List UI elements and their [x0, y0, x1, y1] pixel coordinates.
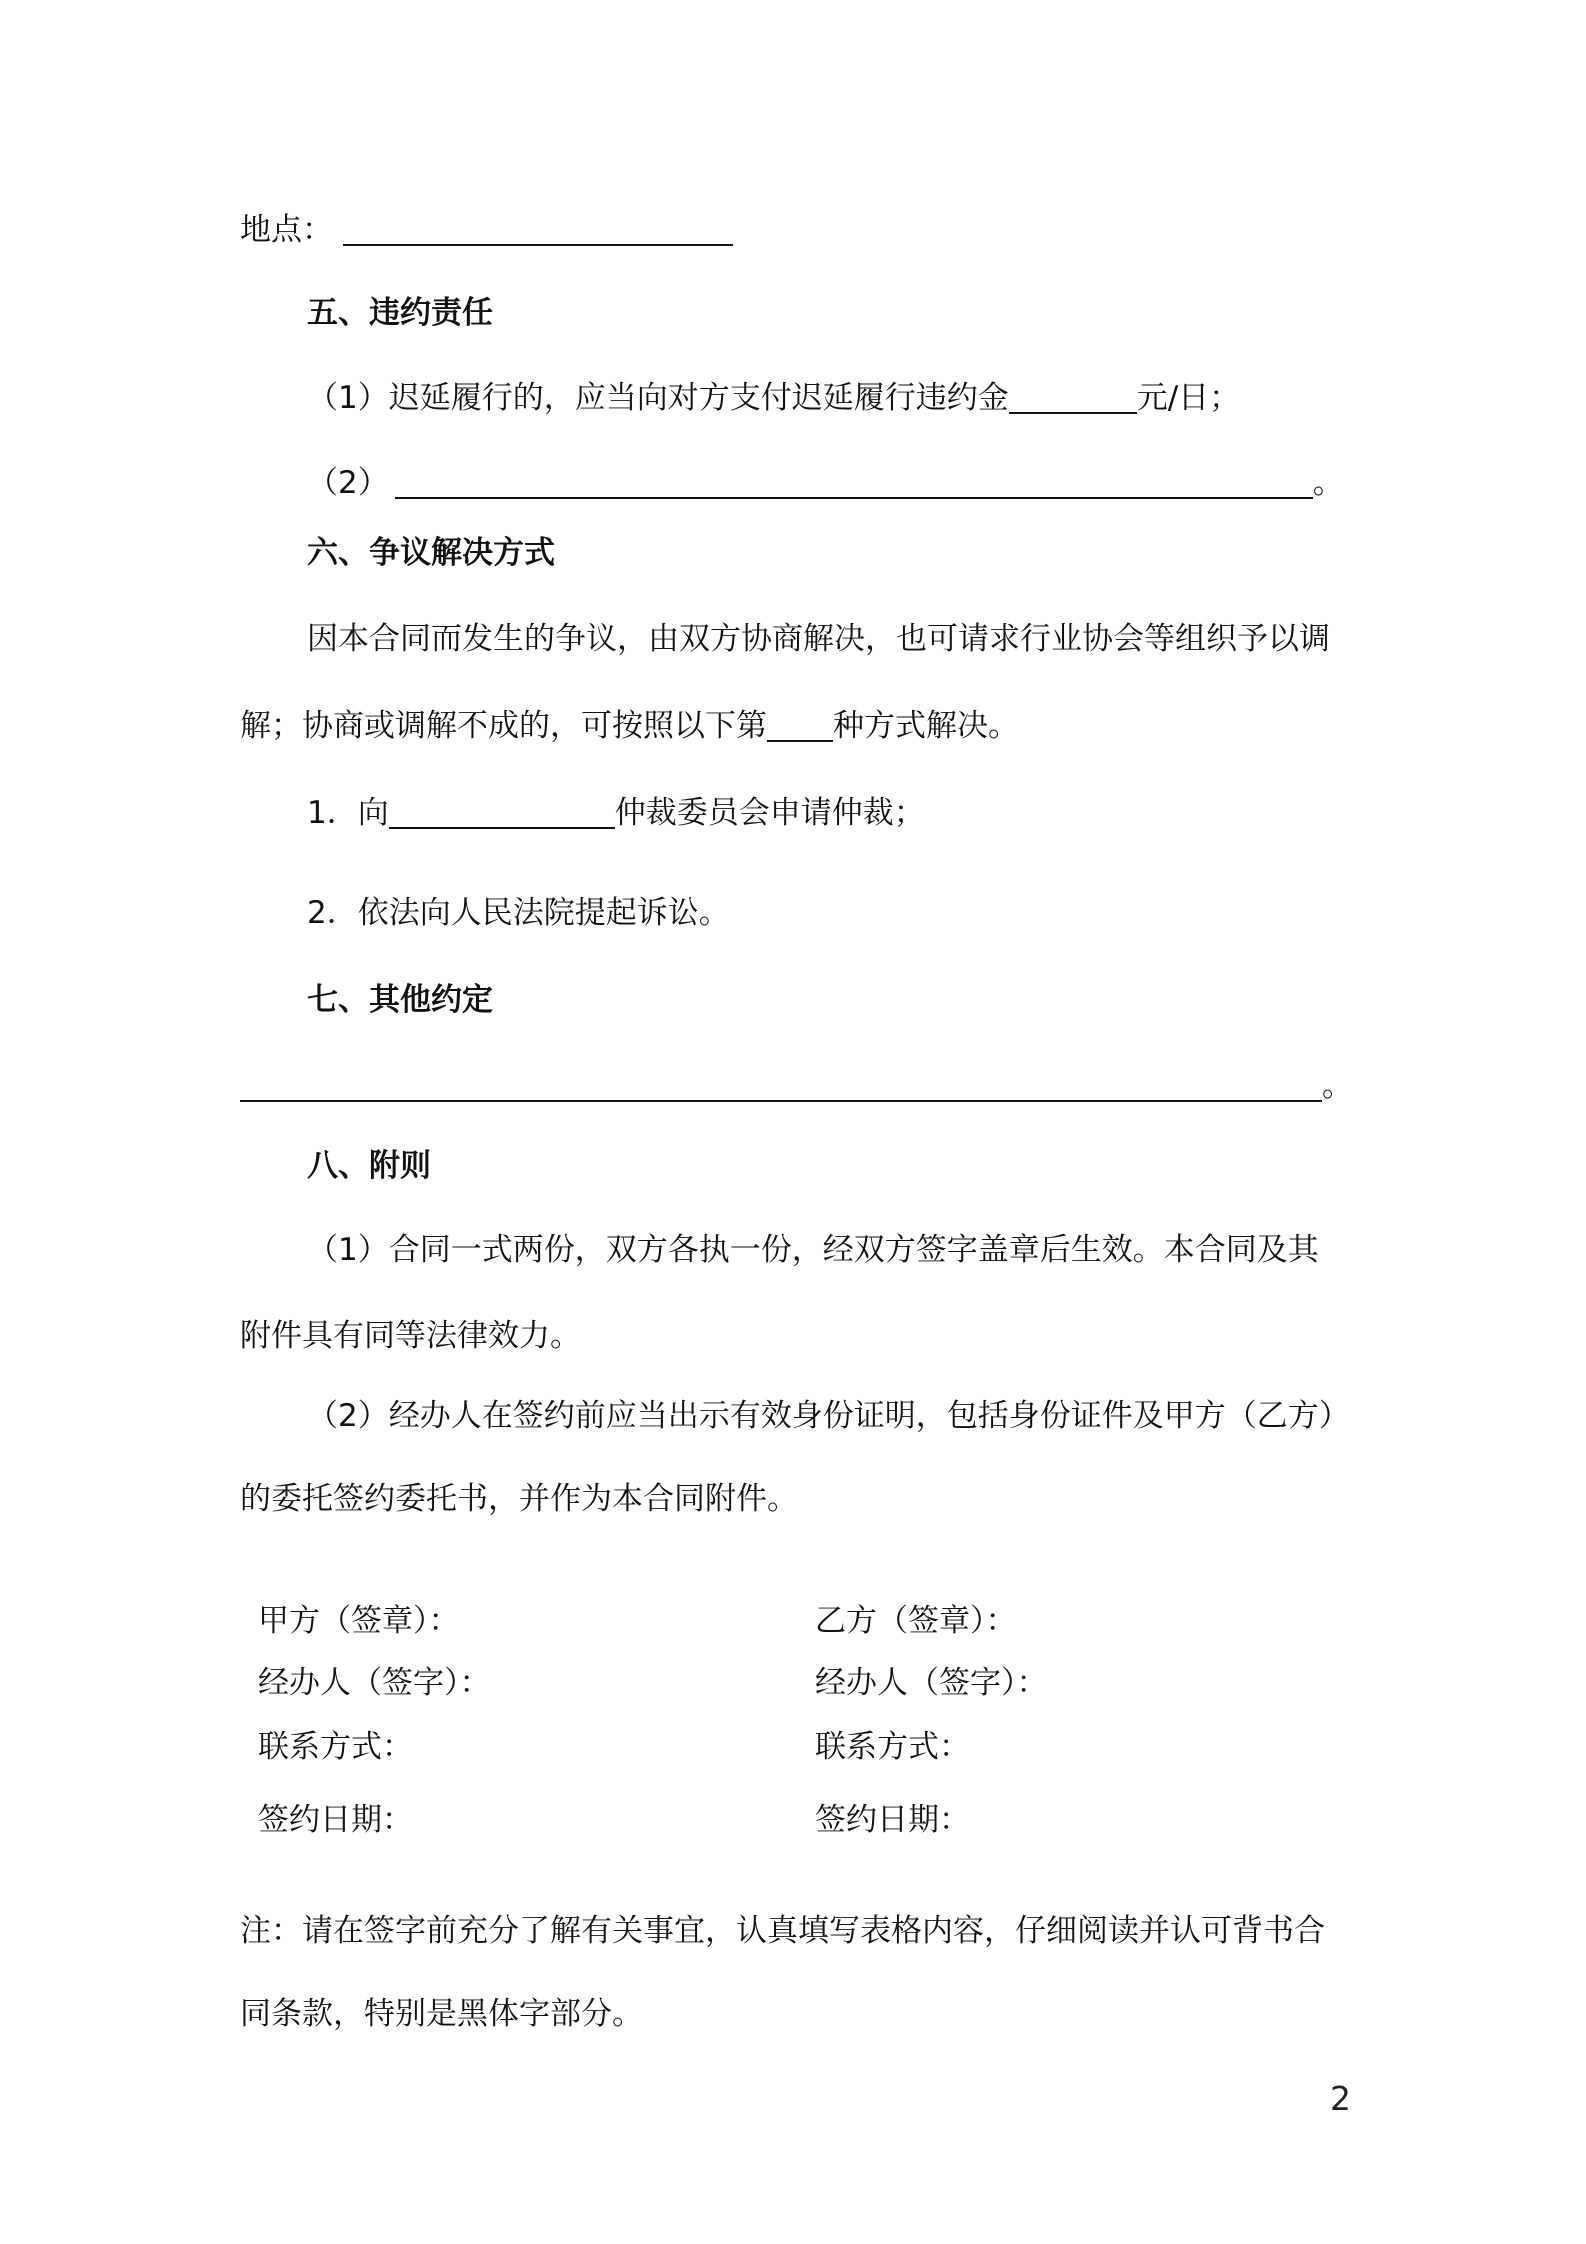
section8-item2-line1: （2）经办人在签约前应当出示有效身份证明，包括身份证件及甲方（乙方）: [307, 1398, 1350, 1434]
section7-period: 。: [1322, 1068, 1353, 1104]
location-blank[interactable]: [343, 214, 733, 246]
section6-title: 六、争议解决方式: [307, 535, 555, 571]
section6-option1: [307, 793, 925, 833]
party-a-seal: 甲方（签章）：: [258, 1603, 460, 1639]
section7-title: 七、其他约定: [307, 982, 493, 1018]
section6-para-line1: 因本合同而发生的争议，由双方协商解决，也可请求行业协会等组织予以调: [307, 621, 1330, 657]
party-a-contact: 联系方式：: [258, 1729, 413, 1765]
section6-para-line2-end: 种方式解决。: [833, 708, 1019, 744]
other-terms-blank[interactable]: [240, 1070, 1322, 1102]
section5-item2: [307, 463, 1344, 503]
party-b-date: 签约日期：: [815, 1802, 970, 1838]
arbitration-committee-blank[interactable]: [389, 797, 615, 829]
section8-title: 八、附则: [307, 1148, 431, 1184]
section5-item1: [307, 378, 1240, 418]
location-line: [240, 210, 733, 250]
party-a-date: 签约日期：: [258, 1802, 413, 1838]
section5-item1-text: （1）迟延履行的，应当向对方支付迟延履行违约金: [307, 380, 1009, 416]
section5-item2-label: （2）: [307, 465, 389, 501]
section6-para-line2-text: 解；协商或调解不成的，可按照以下第: [240, 708, 767, 744]
option1-label: 1．向: [307, 795, 389, 831]
section8-item2-line2: 的委托签约委托书，并作为本合同附件。: [240, 1481, 798, 1517]
method-number-blank[interactable]: [767, 710, 833, 742]
section6-option2: 2．依法向人民法院提起诉讼。: [307, 895, 730, 931]
party-b-contact: 联系方式：: [815, 1729, 970, 1765]
penalty-amount-blank[interactable]: [1009, 382, 1137, 414]
party-a-agent: 经办人（签字）：: [258, 1665, 491, 1701]
section5-title: 五、违约责任: [307, 295, 493, 331]
section7-blank-line: [240, 1066, 1353, 1106]
party-b-seal: 乙方（签章）：: [815, 1603, 1017, 1639]
party-b-agent: 经办人（签字）：: [815, 1665, 1048, 1701]
section5-item2-period: 。: [1312, 465, 1344, 501]
note-line1: 注：请在签字前充分了解有关事宜，认真填写表格内容，仔细阅读并认可背书合: [240, 1913, 1325, 1949]
section8-item1-line1: （1）合同一式两份，双方各执一份，经双方签字盖章后生效。本合同及其: [307, 1232, 1319, 1268]
section5-item2-blank[interactable]: [395, 467, 1313, 499]
page-number: 2: [1330, 2079, 1351, 2118]
option1-text: 仲裁委员会申请仲裁；: [614, 795, 925, 831]
note-line2: 同条款，特别是黑体字部分。: [240, 1996, 643, 2032]
section8-item1-line2: 附件具有同等法律效力。: [240, 1318, 581, 1354]
section6-para-line2: [240, 706, 1019, 746]
section5-item1-unit: 元/日；: [1136, 380, 1241, 416]
location-label: 地点：: [240, 212, 333, 248]
